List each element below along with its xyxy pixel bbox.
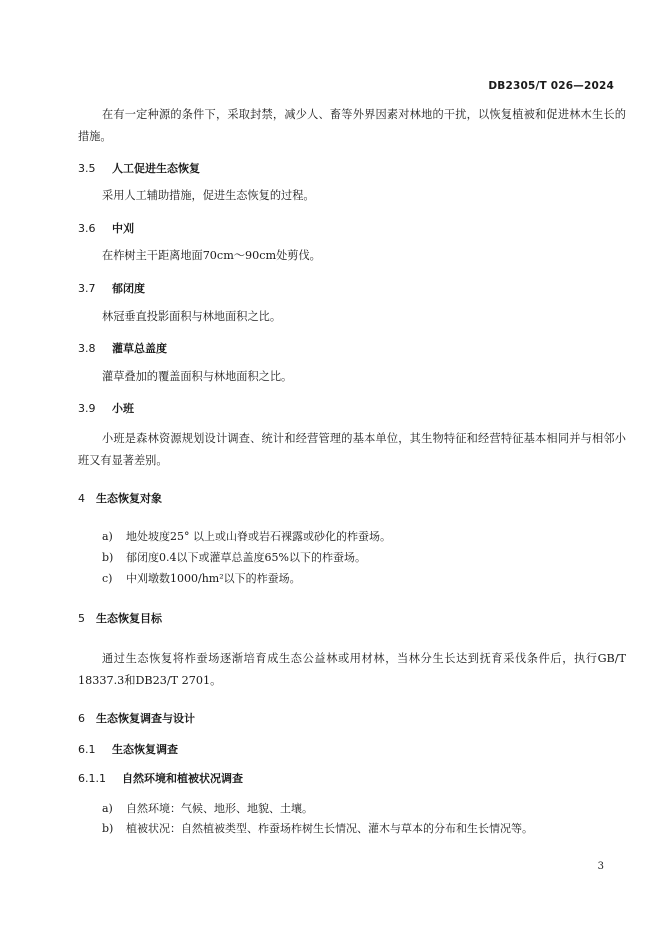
section-number: 3.9 <box>78 402 96 415</box>
section-heading-5 <box>78 610 162 626</box>
section-number: 4 <box>78 492 85 505</box>
term-definition: 采用人工辅助措施，促进生态恢复的过程。 <box>102 189 315 202</box>
list-marker: a) <box>102 530 113 543</box>
section-title: 中刈 <box>112 222 134 235</box>
section-number: 3.6 <box>78 222 96 235</box>
term-definition: 林冠垂直投影面积与林地面积之比。 <box>102 310 282 323</box>
list-item <box>102 528 391 544</box>
list-text: 自然环境：气候、地形、地貌、土壤。 <box>126 802 313 815</box>
section-title: 生态恢复目标 <box>96 612 162 625</box>
section-title: 生态恢复调查 <box>112 743 178 756</box>
list-item <box>102 549 366 565</box>
term-definition: 灌草叠加的覆盖面积与林地面积之比。 <box>102 370 293 383</box>
section-number: 6.1.1 <box>78 772 106 785</box>
section-title: 自然环境和植被状况调查 <box>122 772 243 785</box>
list-item <box>102 800 313 816</box>
section-title: 灌草总盖度 <box>112 342 167 355</box>
list-text: 植被状况：自然植被类型、柞蚕场柞树生长情况、灌木与草本的分布和生长情况等。 <box>126 822 533 835</box>
section-number: 3.8 <box>78 342 96 355</box>
section-number: 6 <box>78 712 85 725</box>
list-item <box>102 820 533 836</box>
section-number: 3.7 <box>78 282 96 295</box>
section-heading-6-1 <box>78 741 178 757</box>
section-paragraph: 通过生态恢复将柞蚕场逐渐培育成生态公益林或用材林，当林分生长达到抚育采伐条件后，执行GB/T 18337.3和DB23/T 2701。 <box>78 652 626 687</box>
intro-paragraph: 在有一定种源的条件下，采取封禁，减少人、畜等外界因素对林地的干扰，以恢复植被和促进林木生长的措施。 <box>78 108 626 143</box>
section-title: 生态恢复调查与设计 <box>96 712 195 725</box>
list-marker: b) <box>102 822 114 835</box>
list-marker: c) <box>102 572 113 585</box>
section-title: 郁闭度 <box>112 282 145 295</box>
section-heading-3-8 <box>78 340 167 356</box>
list-marker: a) <box>102 802 113 815</box>
section-heading-4 <box>78 490 162 506</box>
document-id-header: DB2305/T 026—2024 <box>488 80 614 92</box>
list-text: 地处坡度25° 以上或山脊或岩石裸露或砂化的柞蚕场。 <box>126 530 391 543</box>
section-heading-3-6 <box>78 220 134 236</box>
section-heading-3-9 <box>78 400 134 416</box>
section-heading-6 <box>78 710 195 726</box>
section-number: 6.1 <box>78 743 96 756</box>
term-definition: 小班是森林资源规划设计调查、统计和经营管理的基本单位，其生物特征和经营特征基本相同并与相邻小班又有显著差别。 <box>78 432 626 467</box>
page-number: 3 <box>597 861 604 872</box>
section-title: 人工促进生态恢复 <box>112 162 200 175</box>
section-number: 5 <box>78 612 85 625</box>
section-number: 3.5 <box>78 162 96 175</box>
section-title: 小班 <box>112 402 134 415</box>
list-text: 中刈墩数1000/hm²以下的柞蚕场。 <box>126 572 301 585</box>
section-heading-6-1-1 <box>78 770 243 786</box>
list-text: 郁闭度0.4以下或灌草总盖度65%以下的柞蚕场。 <box>126 551 366 564</box>
section-heading-3-7 <box>78 280 145 296</box>
list-item <box>102 570 301 586</box>
term-definition: 在柞树主干距离地面70cm～90cm处剪伐。 <box>102 249 321 262</box>
list-marker: b) <box>102 551 114 564</box>
section-heading-3-5 <box>78 160 200 176</box>
section-title: 生态恢复对象 <box>96 492 162 505</box>
